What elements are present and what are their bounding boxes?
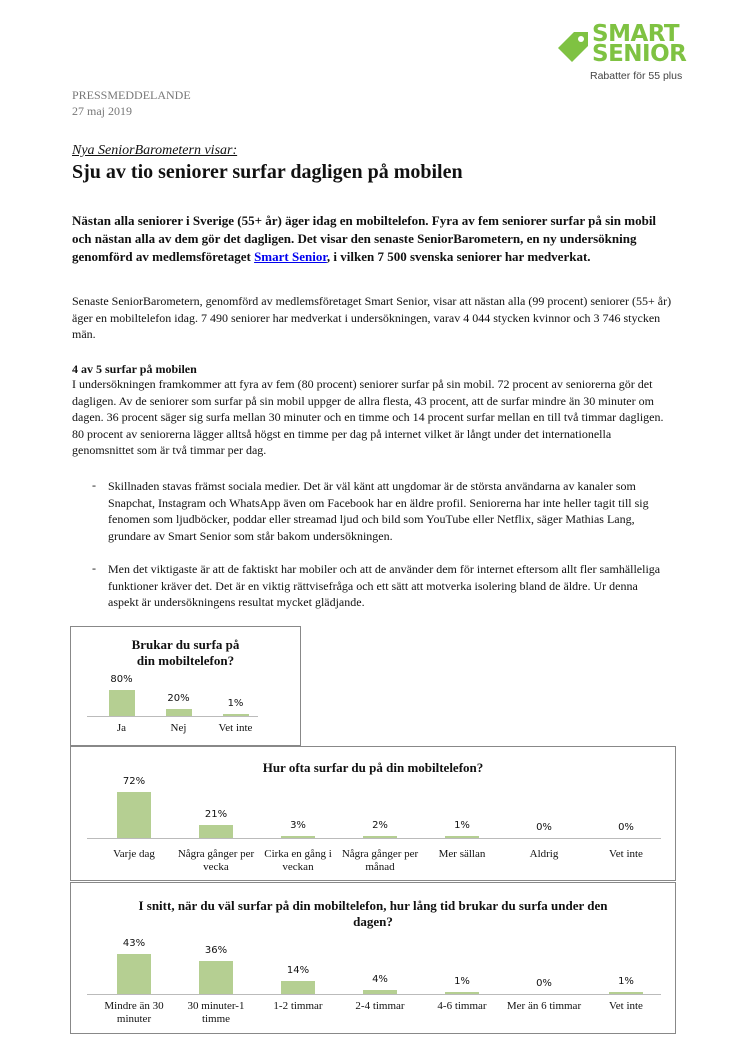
chart-category-label: Ja bbox=[116, 722, 127, 734]
chart-value-label: 43% bbox=[122, 938, 146, 949]
chart-category-label: Vet inte bbox=[609, 848, 643, 860]
chart-category-label: Vet inte bbox=[218, 722, 253, 734]
chart-value-label: 1% bbox=[618, 976, 634, 987]
quote-paragraph: Men det viktigaste är att de faktiskt har mobiler och att de använder dem för internet eftersom allt fler samhälleliga funktioner kräver det. Det är en viktig rättvisefråga och ett sätt att motverka isolering bland de äldre. Ur denna aspekt är undersökningens resultat mycket glädjande. bbox=[108, 562, 661, 609]
logo-tagline: Rabatter för 55 plus bbox=[590, 70, 683, 82]
chart-axis bbox=[87, 994, 661, 995]
chart-category-label: Några gånger per vecka bbox=[177, 848, 255, 873]
subtitle: Nya SeniorBarometern visar: bbox=[72, 143, 238, 158]
chart-value-label: 0% bbox=[536, 978, 552, 989]
chart-bar bbox=[445, 836, 479, 838]
chart-value-label: 0% bbox=[618, 822, 634, 833]
chart-bar bbox=[281, 836, 315, 838]
page-title: Sju av tio seniorer surfar dagligen på mobilen bbox=[72, 161, 463, 183]
chart-value-label: 0% bbox=[536, 822, 552, 833]
bullet-dash: - bbox=[92, 478, 96, 492]
chart-surf-on-mobile bbox=[70, 626, 301, 746]
chart-surf-duration bbox=[70, 882, 676, 1034]
chart-category-label: Mer sällan bbox=[438, 848, 486, 860]
chart-bar bbox=[199, 961, 233, 994]
chart-bar bbox=[166, 709, 192, 716]
chart-value-label: 1% bbox=[227, 698, 244, 709]
chart-value-label: 80% bbox=[110, 674, 133, 685]
chart-bar bbox=[117, 954, 151, 994]
intro-paragraph: Senaste SeniorBarometern, genomförd av medlemsföretaget Smart Senior, visar att nästan alla (99 procent) seniorer (55+ år) äger en mobiltelefon idag. 7 490 seniorer har medverkat i undersökningen, varav 4 044 stycken kvinnor och 3 746 stycken män. bbox=[72, 294, 672, 341]
chart-axis bbox=[87, 716, 258, 717]
chart-value-label: 20% bbox=[167, 693, 190, 704]
chart-category-label: 30 minuter-1 timme bbox=[187, 1000, 245, 1025]
logo-wordmark: SMART SENIOR bbox=[592, 21, 687, 67]
chart-bar bbox=[199, 825, 233, 838]
chart-axis bbox=[87, 838, 661, 839]
chart-category-label: Mer än 6 timmar bbox=[506, 1000, 582, 1012]
chart-category-label: Mindre än 30 minuter bbox=[104, 1000, 164, 1025]
chart-bar bbox=[609, 992, 643, 994]
price-tag-icon bbox=[554, 28, 594, 68]
chart-value-label: 2% bbox=[372, 820, 388, 831]
document-date: 27 maj 2019 bbox=[72, 104, 132, 118]
chart-value-label: 36% bbox=[204, 945, 228, 956]
chart-bar bbox=[117, 792, 151, 838]
chart-category-label: Nej bbox=[170, 722, 187, 734]
chart-bar bbox=[281, 981, 315, 994]
document-type: PRESSMEDDELANDE bbox=[72, 88, 191, 102]
chart-category-label: 2-4 timmar bbox=[355, 1000, 405, 1012]
chart-category-label: Några gånger per månad bbox=[341, 848, 419, 873]
chart-category-label: Cirka en gång i veckan bbox=[264, 848, 332, 873]
section-heading: 4 av 5 surfar på mobilen bbox=[72, 362, 197, 376]
chart-category-label: 4-6 timmar bbox=[437, 1000, 487, 1012]
chart-category-label: Vet inte bbox=[609, 1000, 643, 1012]
lead-paragraph: Nästan alla seniorer i Sverige (55+ år) äger idag en mobiltelefon. Fyra av fem seniorer surfar på sin mobil och nästan alla av dem gör det dagligen. Det visar den senaste SeniorBarometern, en ny undersökning genomförd av medlemsföretaget Smart Senior, i vilken 7 500 svenska seniorer har medverkat. bbox=[72, 213, 657, 264]
chart-title: I snitt, när du väl surfar på din mobiltelefon, hur lång tid brukar du surfa under den dagen? bbox=[138, 898, 608, 929]
smart-senior-logo bbox=[554, 21, 687, 82]
section-body: I undersökningen framkommer att fyra av fem (80 procent) seniorer surfar på sin mobil. 72 procent av seniorerna gör det dagligen. Av de seniorer som surfar på sin mobil uppger de allra flesta, 43 procent, att de surfar mindre än 30 minuter om dagen. 36 procent säger sig surfa mellan 30 minuter och en timme och 14 procent surfar mellan en till två timmar dagligen. 80 procent av seniorerna lägger alltså högst en timme per dag på internet vilket är långt under det internationella genomsnittet som är två timmar per dag. bbox=[72, 377, 664, 457]
chart-title: Brukar du surfa på din mobiltelefon? bbox=[131, 637, 240, 668]
chart-value-label: 72% bbox=[122, 776, 146, 787]
chart-category-label: Varje dag bbox=[113, 848, 155, 860]
chart-bar bbox=[363, 836, 397, 838]
chart-bar bbox=[445, 992, 479, 994]
bullet-dash: - bbox=[92, 561, 96, 575]
chart-value-label: 3% bbox=[290, 820, 306, 831]
chart-title: Hur ofta surfar du på din mobiltelefon? bbox=[262, 760, 484, 775]
chart-value-label: 21% bbox=[204, 809, 228, 820]
chart-bar bbox=[109, 690, 135, 716]
smart-senior-link[interactable]: Smart Senior bbox=[254, 249, 327, 264]
chart-value-label: 14% bbox=[286, 965, 310, 976]
chart-value-label: 4% bbox=[372, 974, 388, 985]
chart-bar bbox=[223, 714, 249, 716]
chart-value-label: 1% bbox=[454, 976, 470, 987]
chart-value-label: 1% bbox=[454, 820, 470, 831]
chart-category-label: Aldrig bbox=[529, 848, 559, 860]
quote-paragraph: Skillnaden stavas främst sociala medier. Det är väl känt att ungdomar är de största användarna av kanaler som Snapchat, Instagram och WhatsApp även om Facebook har en äldre profil. Seniorerna har inte heller tagit till sig fenomen som ljudböcker, poddar eller streamad ljud och bild som YouTube eller Netflix, säger Mathias Lang, grundare av Smart Senior som står bakom undersökningen. bbox=[108, 479, 649, 543]
chart-surf-frequency bbox=[70, 746, 676, 881]
chart-category-label: 1-2 timmar bbox=[273, 1000, 323, 1012]
chart-bar bbox=[363, 990, 397, 994]
